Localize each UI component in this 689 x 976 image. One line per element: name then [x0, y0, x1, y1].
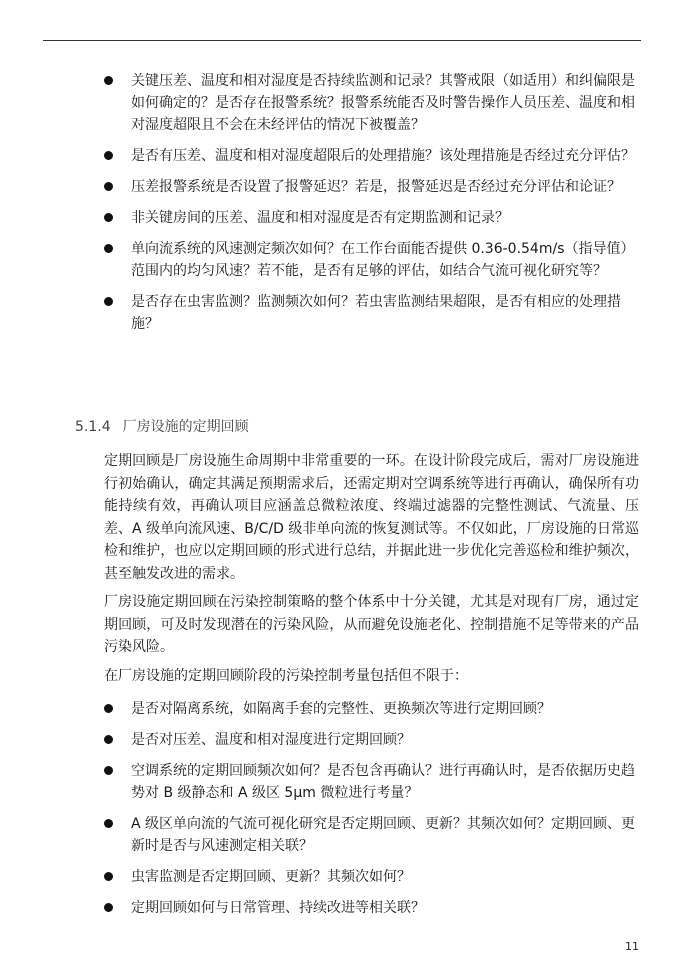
list-item	[104, 176, 644, 198]
list-item	[104, 698, 644, 720]
list-item	[104, 291, 644, 335]
bullet-icon	[104, 182, 113, 191]
list-item-text: 关键压差、温度和相对湿度是否持续监测和记录？其警戒限（如适用）和纠偏限是如何确定的？是否存在报警系统？报警系统能否及时警告操作人员压差、温度和相对湿度超限且不会在未经评估的情况下被覆盖？	[131, 73, 635, 133]
bullet-icon	[104, 735, 113, 744]
list-item-text: 是否对隔离系统，如隔离手套的完整性、更换频次等进行定期回顾？	[131, 701, 551, 717]
list-item-text: 非关键房间的压差、温度和相对湿度是否有定期监测和记录？	[131, 210, 509, 226]
bullet-icon	[104, 76, 113, 85]
list-item	[104, 897, 644, 919]
list-item-text: A 级区单向流的气流可视化研究是否定期回顾、更新？其频次如何？定期回顾、更新时是否与风速测定相关联？	[131, 816, 636, 854]
list-item	[104, 813, 644, 857]
paragraph: 在厂房设施的定期回顾阶段的污染控制考量包括但不限于：	[104, 668, 468, 684]
bullet-list-top	[104, 70, 644, 344]
bullet-icon	[104, 819, 113, 828]
section-title: 厂房设施的定期回顾	[122, 419, 249, 435]
list-item-text: 空调系统的定期回顾频次如何？是否包含再确认？进行再确认时，是否依据历史趋势对 B 级静态和 A 级区 5μm 微粒进行考量？	[131, 763, 635, 801]
list-item-text: 虫害监测是否定期回顾、更新？其频次如何？	[131, 869, 411, 885]
bullet-icon	[104, 213, 113, 222]
list-item	[104, 866, 644, 888]
list-item-text: 定期回顾如何与日常管理、持续改进等相关联？	[131, 900, 425, 916]
list-item-text: 是否对压差、温度和相对湿度进行定期回顾？	[131, 732, 411, 748]
list-item-text: 单向流系统的风速测定频次如何？在工作台面能否提供 0.36-0.54m/s（指导值）范围内的均匀风速？若不能，是否有足够的评估，如结合气流可视化研究等？	[131, 241, 635, 279]
list-item-text: 是否有压差、温度和相对湿度超限后的处理措施？该处理措施是否经过充分评估？	[131, 148, 635, 164]
list-item	[104, 70, 644, 136]
bullet-list-bottom	[104, 698, 644, 928]
paragraph: 定期回顾是厂房设施生命周期中非常重要的一环。在设计阶段完成后，需对厂房设施进行初始确认，确定其满足预期需求后，还需定期对空调系统等进行再确认，确保所有功能持续有效，再确认项目应涵盖总微粒浓度、终端过滤器的完整性测试、气流量、压差、A 级单向流风速、B/C/D 级非单向流的恢复测试等。不仅如此，厂房设施的日常巡检和维护，也应以定期回顾的形式进行总结，并据此进一步优化完善巡检和维护频次，甚至触发改进的需求。	[104, 453, 639, 582]
list-item-text: 是否存在虫害监测？监测频次如何？若虫害监测结果超限，是否有相应的处理措施？	[131, 294, 621, 332]
list-item	[104, 729, 644, 751]
section-heading	[75, 417, 249, 437]
bullet-icon	[104, 297, 113, 306]
bullet-icon	[104, 151, 113, 160]
header-rule	[43, 40, 641, 41]
page-number: 11	[625, 940, 639, 953]
list-item	[104, 760, 644, 804]
paragraph: 厂房设施定期回顾在污染控制策略的整个体系中十分关键，尤其是对现有厂房，通过定期回顾，可及时发现潜在的污染风险，从而避免设施老化、控制措施不足等带来的产品污染风险。	[104, 594, 639, 655]
list-item-text: 压差报警系统是否设置了报警延迟？若是，报警延迟是否经过充分评估和论证？	[131, 179, 621, 195]
bullet-icon	[104, 244, 113, 253]
bullet-icon	[104, 903, 113, 912]
bullet-icon	[104, 766, 113, 775]
section-number: 5.1.4	[75, 419, 111, 435]
list-item	[104, 207, 644, 229]
list-item	[104, 238, 644, 282]
bullet-icon	[104, 704, 113, 713]
bullet-icon	[104, 872, 113, 881]
list-item	[104, 145, 644, 167]
